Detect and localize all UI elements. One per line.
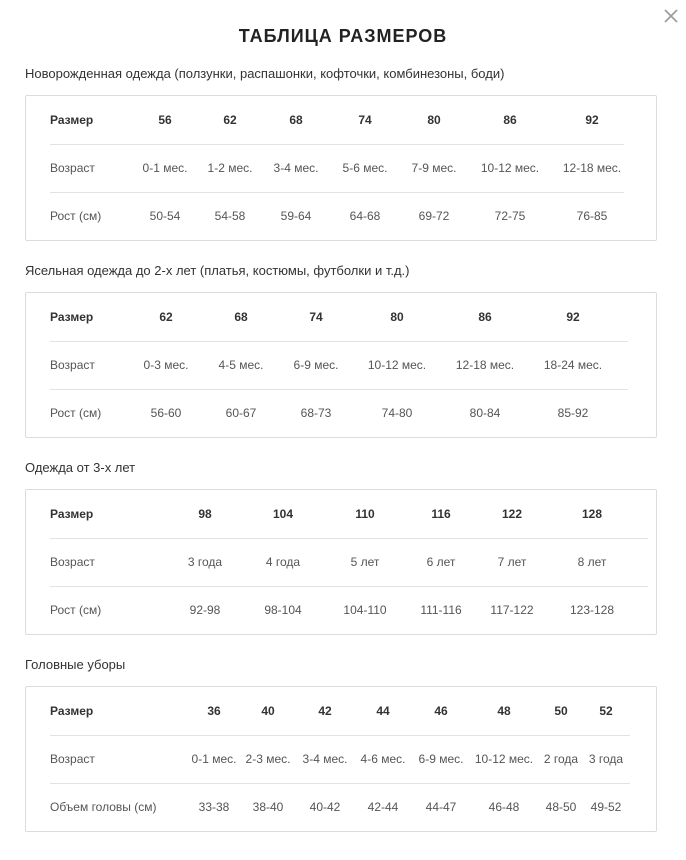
table-cell: 40 <box>238 687 298 735</box>
table-cell: 117-122 <box>490 603 534 618</box>
table-cell: 80 <box>342 293 452 341</box>
row-label: Объем головы (см) <box>50 800 157 815</box>
table-cell: 92-98 <box>189 603 221 618</box>
table-cell: 46 <box>414 687 468 735</box>
close-button[interactable] <box>661 6 681 26</box>
table-cell: 74 <box>322 96 408 144</box>
table-cell: 98 <box>180 490 230 538</box>
table-cell: 76-85 <box>576 209 608 224</box>
table-cell: 38-40 <box>252 800 284 815</box>
table-cell: 86 <box>460 96 560 144</box>
table-cell: 54-58 <box>214 209 246 224</box>
table-cell: 0-1 мес. <box>190 735 238 783</box>
table-cell: 74-80 <box>381 406 413 421</box>
table-cell: 7-9 мес. <box>408 144 460 192</box>
table-cell: 12-18 мес. <box>560 144 624 192</box>
table-cell: 4 года <box>230 538 336 586</box>
table-cell: 48-50 <box>545 800 577 815</box>
table-cell: 111-116 <box>420 603 462 618</box>
size-row <box>50 490 648 538</box>
table-cell: 3 года <box>180 538 230 586</box>
table-cell: 6-9 мес. <box>290 341 342 389</box>
size-row <box>50 96 624 144</box>
row-label: Рост (см) <box>50 603 102 618</box>
row-label: Размер <box>50 96 140 144</box>
row-label: Возраст <box>50 538 180 586</box>
size-table-newborn <box>25 95 657 241</box>
row-label: Рост (см) <box>50 209 102 224</box>
table-cell: 42 <box>298 687 352 735</box>
modal-title: ТАБЛИЦА РАЗМЕРОВ <box>238 26 448 46</box>
row-label: Возраст <box>50 735 190 783</box>
section-heading-toddler: Ясельная одежда до 2-х лет (платья, костюмы, футболки и т.д.) <box>25 263 410 278</box>
table-cell: 104-110 <box>343 603 387 618</box>
table-cell: 50-54 <box>149 209 181 224</box>
table-cell: 122 <box>488 490 536 538</box>
size-table <box>50 490 648 634</box>
table-cell: 116 <box>394 490 488 538</box>
table-cell: 6 лет <box>394 538 488 586</box>
table-cell: 2-3 мес. <box>238 735 298 783</box>
size-row <box>50 687 630 735</box>
table-cell: 46-48 <box>488 800 520 815</box>
size-table <box>50 687 630 831</box>
size-table-kids <box>25 489 657 635</box>
table-cell: 5 лет <box>336 538 394 586</box>
table-cell: 68-73 <box>300 406 332 421</box>
table-cell: 12-18 мес. <box>452 341 518 389</box>
table-cell: 33-38 <box>198 800 230 815</box>
table-cell: 56 <box>140 96 190 144</box>
size-table <box>50 293 628 437</box>
table-cell: 42-44 <box>367 800 399 815</box>
table-cell: 86 <box>452 293 518 341</box>
size-table-hats <box>25 686 657 832</box>
table-cell: 10-12 мес. <box>468 735 540 783</box>
height-row <box>50 192 624 240</box>
table-cell: 80-84 <box>469 406 501 421</box>
size-table-toddler <box>25 292 657 438</box>
table-cell: 80 <box>408 96 460 144</box>
row-label: Рост (см) <box>50 406 102 421</box>
table-cell: 92 <box>518 293 628 341</box>
row-label: Размер <box>50 293 140 341</box>
table-cell: 6-9 мес. <box>414 735 468 783</box>
table-cell: 10-12 мес. <box>460 144 560 192</box>
row-label: Размер <box>50 490 180 538</box>
table-cell: 110 <box>336 490 394 538</box>
table-cell: 69-72 <box>418 209 450 224</box>
section-heading-hats: Головные уборы <box>25 657 126 672</box>
table-cell: 59-64 <box>280 209 312 224</box>
table-cell: 5-6 мес. <box>322 144 408 192</box>
table-cell: 68 <box>270 96 322 144</box>
table-cell: 60-67 <box>225 406 257 421</box>
table-cell: 128 <box>536 490 648 538</box>
age-row <box>50 538 648 586</box>
age-row <box>50 735 630 783</box>
table-cell: 68 <box>192 293 290 341</box>
table-cell: 56-60 <box>150 406 182 421</box>
table-cell: 3 года <box>582 735 630 783</box>
height-row <box>50 389 628 437</box>
table-cell: 3-4 мес. <box>270 144 322 192</box>
table-cell: 3-4 мес. <box>298 735 352 783</box>
table-cell: 8 лет <box>536 538 648 586</box>
table-cell: 98-104 <box>264 603 302 618</box>
table-cell: 4-6 мес. <box>352 735 414 783</box>
age-row <box>50 341 628 389</box>
table-cell: 0-3 мес. <box>140 341 192 389</box>
table-cell: 74 <box>290 293 342 341</box>
section-heading-newborn: Новорожденная одежда (ползунки, распашонки, кофточки, комбинезоны, боди) <box>25 66 505 81</box>
table-cell: 7 лет <box>488 538 536 586</box>
table-cell: 104 <box>230 490 336 538</box>
table-cell: 4-5 мес. <box>192 341 290 389</box>
table-cell: 0-1 мес. <box>140 144 190 192</box>
table-cell: 72-75 <box>494 209 526 224</box>
table-cell: 36 <box>190 687 238 735</box>
size-table <box>50 96 624 240</box>
age-row <box>50 144 624 192</box>
table-cell: 40-42 <box>309 800 341 815</box>
table-cell: 44-47 <box>425 800 457 815</box>
table-cell: 92 <box>560 96 624 144</box>
close-icon <box>664 9 678 23</box>
height-row <box>50 783 630 831</box>
table-cell: 85-92 <box>557 406 589 421</box>
table-cell: 2 года <box>540 735 582 783</box>
table-cell: 10-12 мес. <box>342 341 452 389</box>
table-cell: 49-52 <box>590 800 622 815</box>
table-cell: 44 <box>352 687 414 735</box>
table-cell: 62 <box>140 293 192 341</box>
row-label: Размер <box>50 687 190 735</box>
table-cell: 64-68 <box>349 209 381 224</box>
row-label: Возраст <box>50 144 140 192</box>
table-cell: 1-2 мес. <box>190 144 270 192</box>
table-cell: 62 <box>190 96 270 144</box>
table-cell: 52 <box>582 687 630 735</box>
table-cell: 50 <box>540 687 582 735</box>
table-cell: 18-24 мес. <box>518 341 628 389</box>
table-cell: 123-128 <box>569 603 615 618</box>
height-row <box>50 586 648 634</box>
table-cell: 48 <box>468 687 540 735</box>
size-row <box>50 293 628 341</box>
row-label: Возраст <box>50 341 140 389</box>
section-heading-kids: Одежда от 3-х лет <box>25 460 136 475</box>
